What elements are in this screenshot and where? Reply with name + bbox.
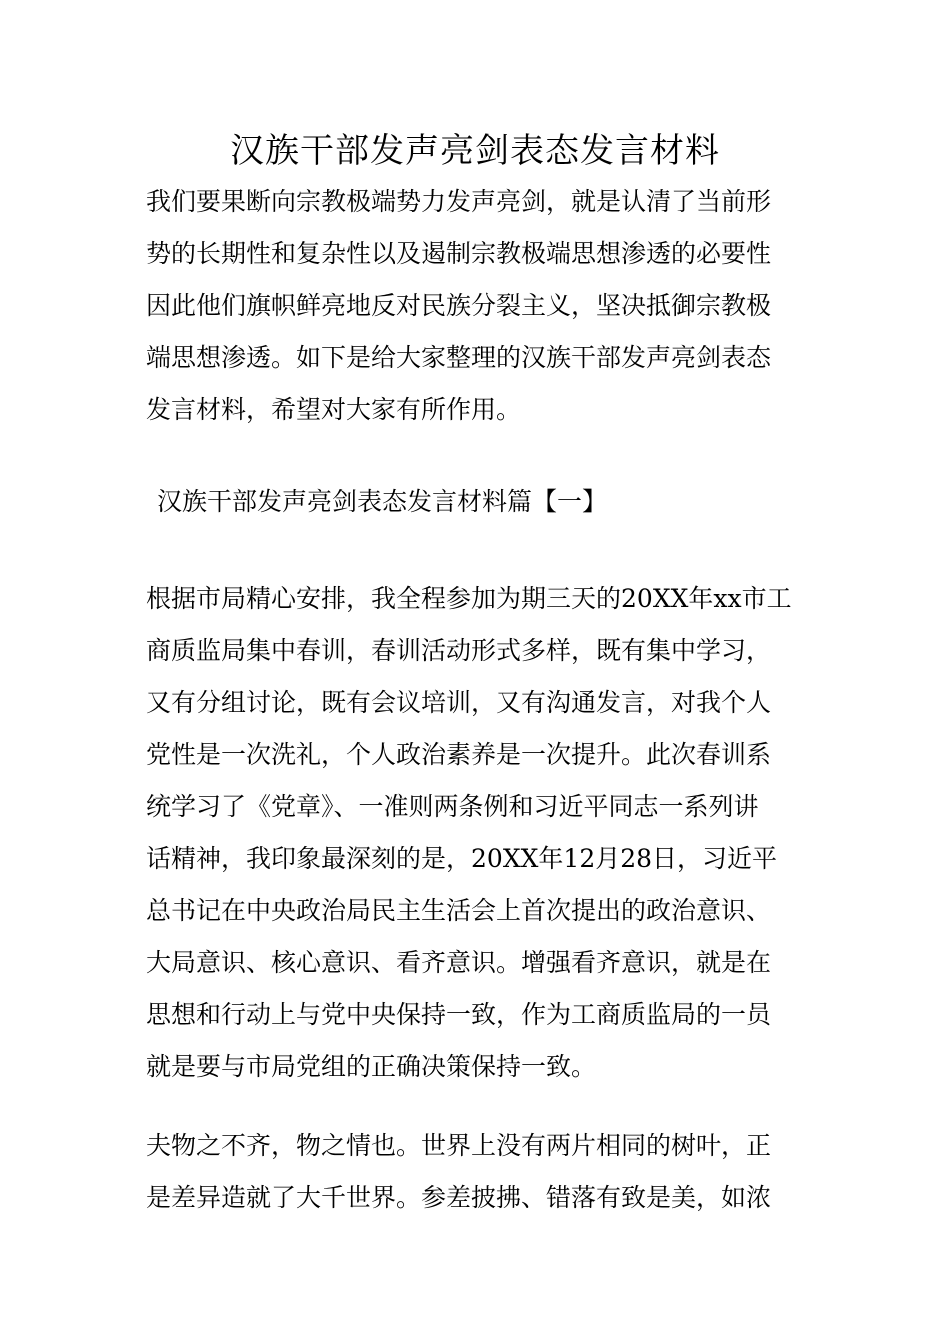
intro-line: 端思想渗透。如下是给大家整理的汉族干部发声亮剑表态 [146, 343, 772, 372]
paragraph-line: 就是要与市局党组的正确决策保持一致。 [146, 1052, 597, 1081]
body-paragraph-2 [146, 1120, 826, 1224]
document-title: 汉族干部发声亮剑表态发言材料 [230, 131, 720, 171]
intro-line: 发言材料，希望对大家有所作用。 [146, 395, 522, 424]
section-heading: 汉族干部发声亮剑表态发言材料篇【一】 [157, 487, 608, 516]
paragraph-line: 夫物之不齐，物之情也。世界上没有两片相同的树叶，正 [146, 1131, 772, 1160]
paragraph-line: 统学习了《党章》、一准则两条例和习近平同志一系列讲 [146, 792, 759, 821]
paragraph-line: 总书记在中央政治局民主生活会上首次提出的政治意识、 [146, 896, 772, 925]
intro-line: 我们要果断向宗教极端势力发声亮剑，就是认清了当前形 [146, 187, 772, 216]
intro-line: 势的长期性和复杂性以及遏制宗教极端思想渗透的必要性 [146, 239, 772, 268]
paragraph-line: 根据市局精心安排，我全程参加为期三天的20XX年xx市工 [146, 584, 792, 613]
paragraph-line: 又有分组讨论，既有会议培训，又有沟通发言，对我个人 [146, 688, 772, 717]
intro-line: 因此他们旗帜鲜亮地反对民族分裂主义，坚决抵御宗教极 [146, 291, 772, 320]
paragraph-line: 是差异造就了大千世界。参差披拂、错落有致是美，如浓 [146, 1183, 772, 1212]
paragraph-line: 思想和行动上与党中央保持一致，作为工商质监局的一员 [146, 1000, 772, 1029]
paragraph-line: 话精神，我印象最深刻的是，20XX年12月28日，习近平 [146, 844, 778, 873]
body-paragraph-1 [146, 573, 826, 1093]
intro-paragraph [146, 176, 826, 436]
paragraph-line: 党性是一次洗礼，个人政治素养是一次提升。此次春训系 [146, 740, 772, 769]
paragraph-line: 商质监局集中春训，春训活动形式多样，既有集中学习， [146, 636, 772, 665]
paragraph-line: 大局意识、核心意识、看齐意识。增强看齐意识，就是在 [146, 948, 772, 977]
